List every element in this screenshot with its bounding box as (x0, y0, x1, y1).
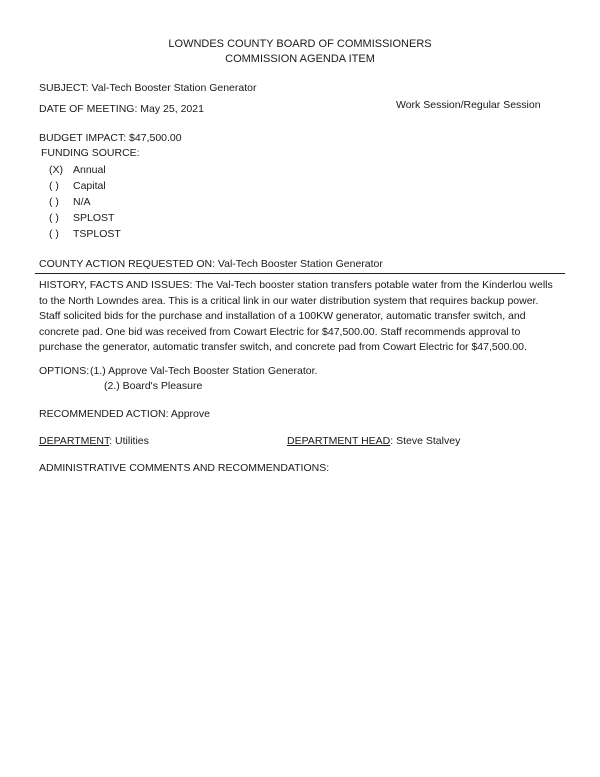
funding-label: N/A (73, 196, 91, 208)
options-label: OPTIONS: (39, 365, 90, 377)
header-line-1: LOWNDES COUNTY BOARD OF COMMISSIONERS (168, 38, 432, 50)
funding-label: SPLOST (73, 212, 115, 224)
funding-mark: ( ) (49, 180, 59, 192)
session-type: Work Session/Regular Session (396, 99, 541, 111)
funding-mark: ( ) (49, 196, 59, 208)
administrative-comments: ADMINISTRATIVE COMMENTS AND RECOMMENDATIONS: (39, 462, 330, 474)
funding-mark: (X) (49, 164, 63, 176)
department-head (287, 435, 460, 447)
funding-option-capital (49, 180, 106, 192)
recommended-action: RECOMMENDED ACTION: Approve (39, 408, 210, 420)
header-line-2: COMMISSION AGENDA ITEM (225, 53, 375, 65)
department-head-value: : Steve Stalvey (390, 435, 461, 447)
section-divider (35, 273, 565, 274)
history-facts-issues: HISTORY, FACTS AND ISSUES: The Val-Tech booster station transfers potable water from the Kinderlou wells to the North Lowndes area. This is a critical link in our water distribution system that requires backup power. Staff solicited bids for the purchase and installation of a 100KW generator, automatic transfer switch, and concrete pad. One bid was received from Cowart Electric for $47,500.00. Staff recommends approval to purchase the generator, automatic transfer switch, and concrete pad from Cowart Electric for $47,500.00. (39, 279, 553, 353)
county-action-requested: COUNTY ACTION REQUESTED ON: Val-Tech Booster Station Generator (39, 258, 383, 270)
funding-label: Annual (73, 164, 106, 176)
meeting-date: DATE OF MEETING: May 25, 2021 (39, 103, 204, 115)
option-item-2: (2.) Board's Pleasure (104, 380, 203, 392)
funding-option-na (49, 196, 91, 208)
funding-option-tsplost (49, 228, 121, 240)
funding-option-splost (49, 212, 114, 224)
funding-option-annual (49, 164, 106, 176)
funding-mark: ( ) (49, 228, 59, 240)
budget-impact: BUDGET IMPACT: $47,500.00 (39, 132, 182, 144)
funding-source-label: FUNDING SOURCE: (41, 147, 140, 159)
funding-label: TSPLOST (73, 228, 121, 240)
department-head-label: DEPARTMENT HEAD (287, 435, 391, 447)
subject: SUBJECT: Val-Tech Booster Station Generator (39, 82, 257, 94)
option-item-1: (1.) Approve Val-Tech Booster Station Generator. (90, 365, 318, 377)
funding-label: Capital (73, 180, 106, 192)
department (39, 435, 149, 447)
funding-mark: ( ) (49, 212, 59, 224)
department-value: : Utilities (109, 435, 149, 447)
department-label: DEPARTMENT (39, 435, 110, 447)
